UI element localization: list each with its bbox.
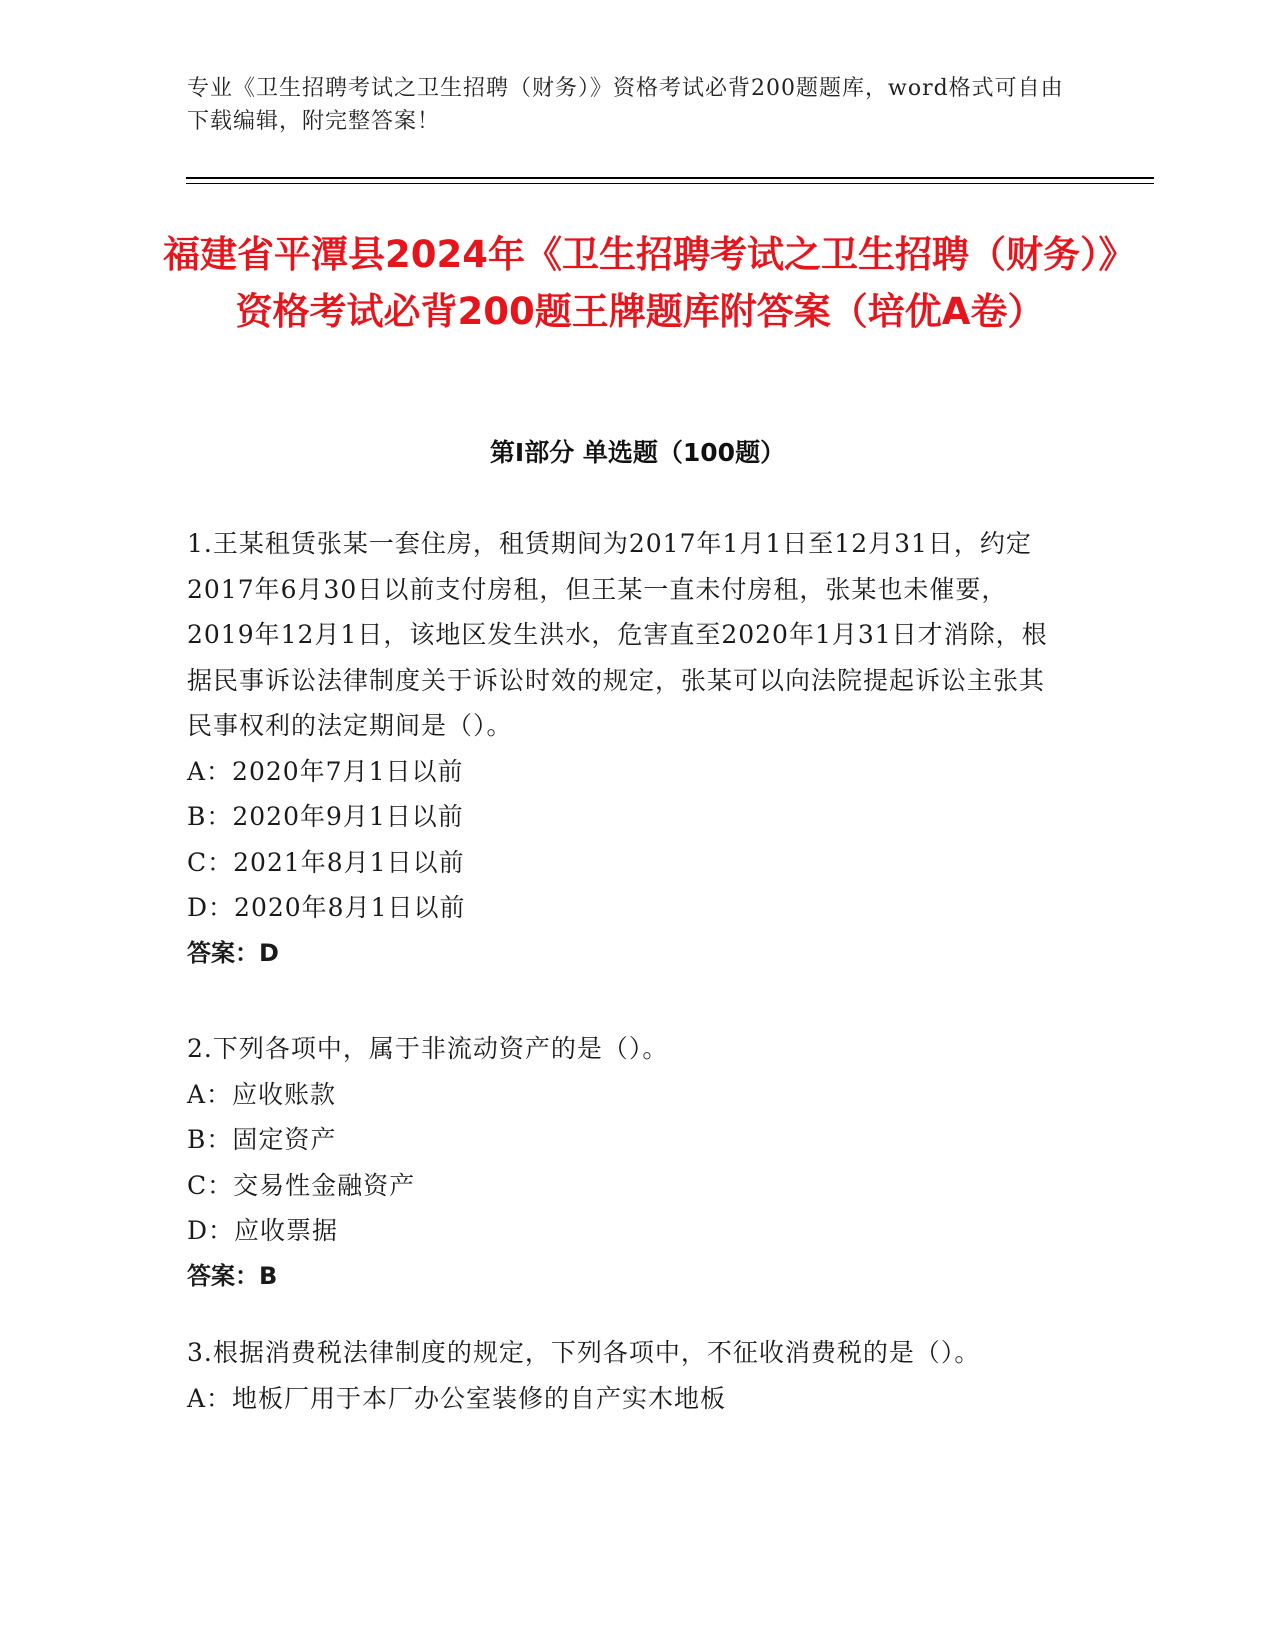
- option-a: A：应收账款: [187, 1079, 337, 1109]
- section-title: 第Ⅰ部分 单选题（100题）: [489, 438, 786, 467]
- question-3: [187, 1330, 1067, 1421]
- header-note: 专业《卫生招聘考试之卫生招聘（财务）》资格考试必背200题题库，word格式可自由下载编辑，附完整答案！: [187, 76, 1064, 134]
- answer: 答案：B: [187, 1261, 278, 1290]
- question-stem: 2.下列各项中，属于非流动资产的是（）。: [187, 1034, 669, 1063]
- option-b: B：固定资产: [187, 1125, 337, 1154]
- option-c: C：2021年8月1日以前: [187, 847, 465, 877]
- option-b: B：2020年9月1日以前: [187, 802, 464, 831]
- option-d: D：应收票据: [187, 1216, 339, 1245]
- option-a: A：2020年7月1日以前: [187, 756, 464, 786]
- option-d: D：2020年8月1日以前: [187, 893, 466, 922]
- option-c: C：交易性金融资产: [187, 1170, 416, 1200]
- option-a: A：地板厂用于本厂办公室装修的自产实木地板: [187, 1383, 727, 1413]
- header-divider-thick: [186, 177, 1154, 179]
- question-stem: 1.王某租赁张某一套住房，租赁期间为2017年1月1日至12月31日，约定2017年6月30日以前支付房租，但王某一直未付房租，张某也未催要，2019年12月1日，该地区发生洪水，危害直至2020年1月31日才消除，根据民事诉讼法律制度关于诉讼时效的规定，张某可以向法院提起诉讼主张其民事权利的法定期间是（）。: [187, 529, 1048, 740]
- question-1: [187, 521, 1067, 976]
- document-title: 福建省平潭县2024年《卫生招聘考试之卫生招聘（财务）》资格考试必背200题王牌题库附答案（培优A卷）: [163, 233, 1117, 333]
- question-stem: 3.根据消费税法律制度的规定，下列各项中，不征收消费税的是（）。: [187, 1338, 981, 1367]
- question-2: [187, 1026, 1067, 1299]
- header-divider-thin: [186, 183, 1154, 184]
- answer: 答案：D: [187, 938, 279, 967]
